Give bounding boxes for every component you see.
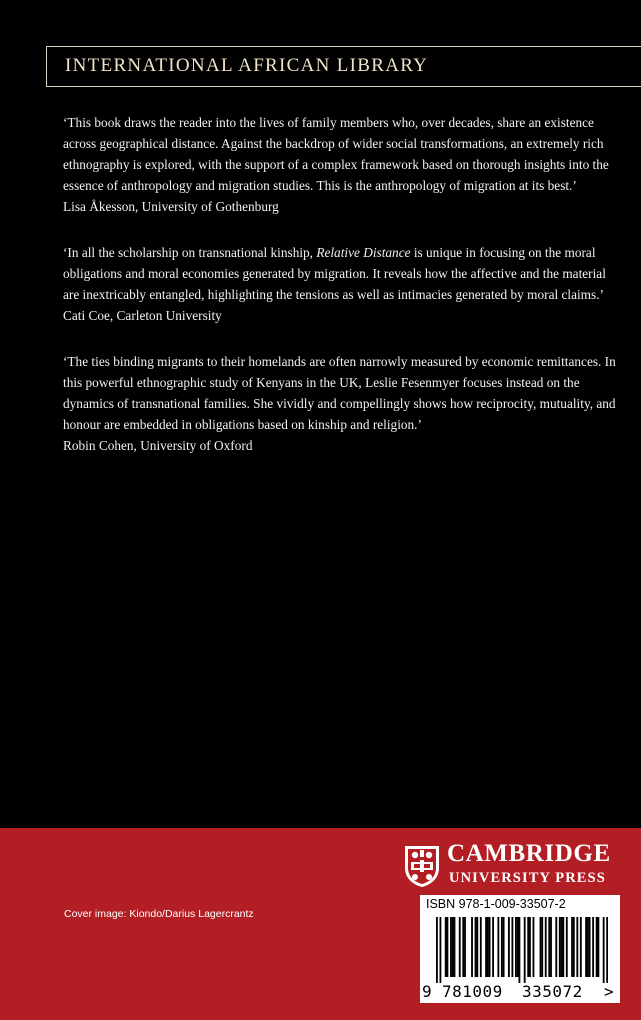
barcode-bar: [485, 917, 487, 977]
endorsement-2: [63, 242, 623, 326]
publisher-band: [0, 828, 641, 1020]
barcode-bar: [596, 917, 598, 977]
barcode-bar: [576, 917, 578, 977]
isbn-left-digits: 781009: [442, 982, 503, 1001]
barcode-bar: [476, 917, 478, 977]
barcode-bar: [548, 917, 550, 977]
barcode-bar: [475, 917, 477, 977]
barcode-bar: [471, 917, 473, 977]
endorsement-author: Lisa Åkesson, University of Gothenburg: [63, 199, 279, 214]
barcode-bar: [436, 917, 438, 983]
isbn-barcode: [420, 895, 620, 1003]
endorsements: [63, 112, 623, 481]
barcode-bar: [580, 917, 582, 977]
cover-credit: Cover image: Kiondo/Darius Lagercrantz: [64, 908, 254, 920]
endorsement-quote: [63, 242, 623, 305]
barcode-bar: [508, 917, 510, 977]
barcode-bar: [562, 917, 564, 977]
barcode-bar: [597, 917, 599, 977]
barcode-bar: [450, 917, 452, 977]
barcode-bar: [529, 917, 531, 977]
barcode-bar: [454, 917, 456, 977]
barcode-bar: [527, 917, 529, 977]
book-title: Relative Distance: [316, 245, 411, 260]
endorsement-author: Robin Cohen, University of Oxford: [63, 438, 253, 453]
series-title: INTERNATIONAL AFRICAN LIBRARY: [65, 55, 429, 76]
publisher-press: UNIVERSITY PRESS: [449, 870, 606, 886]
series-banner: [46, 46, 641, 87]
barcode-bar: [489, 917, 491, 977]
barcode-bar: [459, 917, 461, 977]
barcode-bars: [436, 917, 608, 983]
barcode-bar: [503, 917, 505, 977]
barcode-bar: [592, 917, 594, 977]
barcode-bar: [462, 917, 464, 977]
publisher-logo: [403, 840, 623, 892]
barcode-bar: [559, 917, 561, 977]
barcode-bar: [518, 917, 520, 983]
barcode-bar: [533, 917, 535, 977]
quote-text: is unique in focusing on the moral obligations and moral economies generated by migration. It reveals how the affective and the material are inextricably entangled, highlighting the tensions as well as intimacies generated by moral claims.’: [63, 245, 606, 302]
cambridge-crest-icon: [403, 844, 441, 888]
barcode-bar: [589, 917, 591, 977]
barcode-bar: [561, 917, 563, 977]
endorsement-author: Cati Coe, Carleton University: [63, 308, 222, 323]
barcode-bar: [440, 917, 442, 983]
barcode-bar: [447, 917, 449, 977]
barcode-bar: [445, 917, 447, 977]
barcode-bar: [555, 917, 557, 977]
barcode-bar: [515, 917, 517, 977]
barcode-bar: [540, 917, 542, 977]
barcode-bar: [524, 917, 526, 983]
barcode-bar: [492, 917, 494, 977]
barcode-bar: [566, 917, 568, 977]
barcode-bar: [480, 917, 482, 977]
barcode-bar: [452, 917, 454, 977]
barcode-bar: [511, 917, 513, 977]
barcode-bar: [571, 917, 573, 977]
publisher-name: CAMBRIDGE: [447, 840, 611, 867]
endorsement-1: [63, 112, 623, 217]
barcode-bar: [550, 917, 552, 977]
barcode-bar: [464, 917, 466, 977]
barcode-bar: [497, 917, 499, 977]
barcode-bar: [573, 917, 575, 977]
barcode-bar: [501, 917, 503, 977]
endorsement-3: [63, 351, 623, 456]
barcode-bar: [585, 917, 587, 977]
endorsement-quote: ‘This book draws the reader into the lives of family members who, over decades, share an existence across geographical distance. Against the backdrop of wider social transformations, an extremely rich ethnography is explored, with the support of a complex framework based on thorough insights into the essence of anthropology and migration studies. This is the anthropology of migration at its best.’: [63, 115, 609, 193]
isbn-tail: >: [604, 982, 615, 1001]
isbn-label: ISBN 978-1-009-33507-2: [426, 897, 566, 911]
barcode-bar: [517, 917, 519, 977]
isbn-lead-digit: 9: [422, 982, 433, 1001]
barcode-bar: [541, 917, 543, 977]
barcode-bar: [587, 917, 589, 977]
isbn-right-digits: 335072: [522, 982, 583, 1001]
endorsement-quote: ‘The ties binding migrants to their homelands are often narrowly measured by economic remittances. In this powerful ethnographic study of Kenyans in the UK, Leslie Fesenmyer focuses instead on the dynamics of transnational families. She vividly and compellingly shows how reciprocity, mutuality, and honour are embedded in obligations based on kinship and religion.’: [63, 354, 616, 432]
quote-text: ‘In all the scholarship on transnational kinship,: [63, 245, 317, 260]
barcode-bar: [603, 917, 605, 983]
barcode-bar: [487, 917, 489, 977]
barcode-bar: [545, 917, 547, 977]
barcode-bar: [606, 917, 608, 983]
